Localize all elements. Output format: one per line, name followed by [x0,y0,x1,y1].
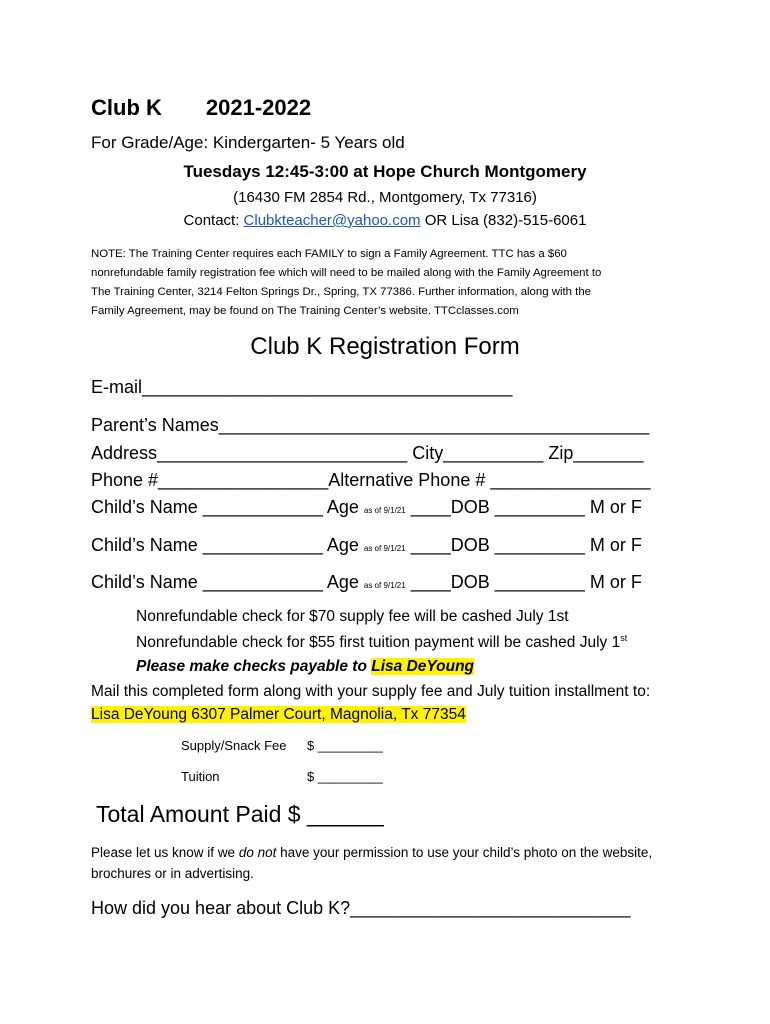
form-title: Club K Registration Form [250,333,520,360]
grade-line: For Grade/Age: Kindergarten- 5 Years old [91,133,405,152]
payable-name: Lisa DeYoung [371,658,475,675]
photo-permission-line-2: brochures or in advertising. [91,866,254,881]
mail-address-text: Lisa DeYoung 6307 Palmer Court, Magnolia, Tx 77354 [91,706,466,723]
tuition-check-text: Nonrefundable check for $55 first tuition payment will be cashed July 1 [136,634,621,651]
age-note: as of 9/1/21 [363,581,406,590]
photo-text-a: Please let us know if we [91,845,239,860]
mail-instruction: Mail this completed form along with your supply fee and July tuition installment to: [91,683,651,700]
child-name-label: Child’s Name ____________ Age [91,497,364,517]
tuition-label: Tuition [181,769,220,784]
child-dob-gender: ____DOB _________ M or F [405,497,642,517]
payable-prefix: Please make checks payable to [136,658,372,675]
referral-field[interactable]: How did you hear about Club K?____________________________ [91,898,631,918]
age-note: as of 9/1/21 [363,506,406,515]
child-dob-gender: ____DOB _________ M or F [405,535,642,555]
child-row-1[interactable] [91,497,642,519]
supply-fee-label: Supply/Snack Fee [181,738,287,753]
note-line: Family Agreement, may be found on The Training Center’s website. TTCclasses.com [91,305,519,317]
total-amount-paid[interactable]: Total Amount Paid $ ______ [96,801,384,827]
child-dob-gender: ____DOB _________ M or F [405,572,642,592]
ttc-note [91,245,691,321]
school-year: 2021-2022 [205,95,312,120]
club-name: Club K [91,95,162,120]
page-title [91,95,311,121]
tuition-field[interactable]: $ _________ [307,769,383,784]
contact-prefix: Contact: [183,212,244,229]
child-row-3[interactable] [91,572,642,594]
email-field[interactable]: E-mail_____________________________________ [91,377,513,397]
contact-suffix: OR Lisa (832)-515-6061 [420,212,587,229]
child-row-2[interactable] [91,535,642,557]
note-line: NOTE: The Training Center requires each FAMILY to sign a Family Agreement. TTC has a $60 [91,248,567,260]
supply-fee-field[interactable]: $ _________ [307,738,383,753]
contact-line [0,212,770,230]
photo-text-b: have your permission to use your child’s photo on the website, [276,845,653,860]
phone-field[interactable]: Phone #_________________Alternative Phone # ________________ [91,470,651,490]
tuition-check-note [136,633,627,653]
child-name-label: Child’s Name ____________ Age [91,535,364,555]
mail-address [91,706,466,725]
supply-check-note: Nonrefundable check for $70 supply fee will be cashed July 1st [136,608,569,625]
location-address: (16430 FM 2854 Rd., Montgomery, Tx 77316) [233,189,537,206]
age-note: as of 9/1/21 [363,544,406,553]
tuition-check-sup: st [620,633,628,643]
photo-text-em: do not [238,845,277,860]
note-line: The Training Center, 3214 Felton Springs Dr., Spring, TX 77386. Further information, along with the [91,286,591,298]
parents-names-field[interactable]: Parent’s Names___________________________________________ [91,415,650,435]
photo-permission-line-1 [91,845,652,861]
address-city-zip-field[interactable]: Address_________________________ City__________ Zip_______ [91,443,644,463]
schedule-line: Tuesdays 12:45-3:00 at Hope Church Montgomery [183,162,587,181]
contact-email-link[interactable]: Clubkteacher@yahoo.com [243,212,421,229]
note-line: nonrefundable family registration fee which will need to be mailed along with the Family Agreement to [91,267,602,279]
payable-note [136,658,474,677]
child-name-label: Child’s Name ____________ Age [91,572,364,592]
